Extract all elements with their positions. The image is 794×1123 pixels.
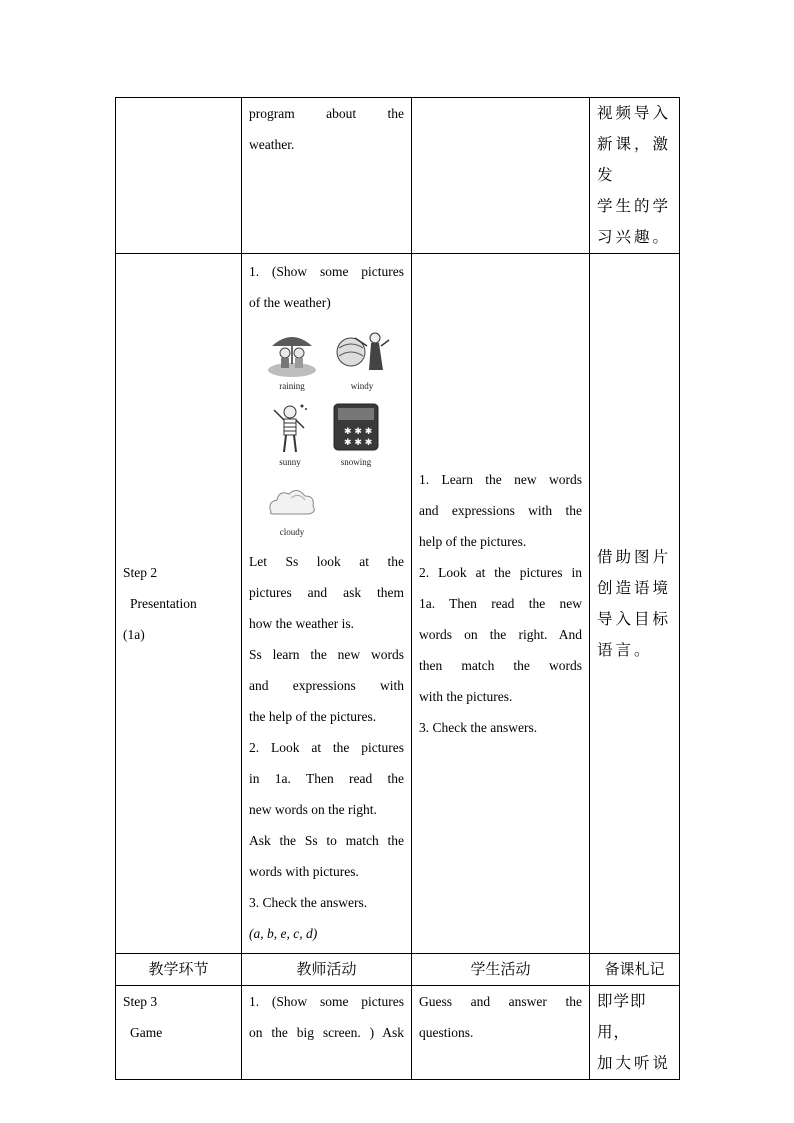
text-line: weather.	[249, 137, 295, 152]
picture-snowing	[321, 402, 391, 468]
table-header-row	[116, 954, 680, 986]
picture-caption: snowing	[340, 457, 372, 467]
text-line: the help of the pictures.	[249, 709, 377, 724]
text-line: 1. Learn the new words	[419, 472, 582, 487]
cloudy-icon	[261, 478, 323, 526]
text-line: 1a. Then read the new	[419, 596, 582, 611]
text-line: Guess and answer the	[419, 994, 582, 1009]
text-line: and expressions with the	[419, 503, 582, 518]
step-title: Step 2	[123, 565, 158, 580]
note-line: 借助图片	[597, 547, 672, 566]
weather-pictures	[249, 322, 404, 544]
notes-cell	[590, 986, 680, 1080]
snowing-icon	[326, 402, 386, 456]
note-line: 语言。	[597, 640, 653, 659]
text-line: how the weather is.	[249, 616, 354, 631]
header-step: 教学环节	[116, 954, 242, 986]
step-section: (1a)	[123, 627, 145, 642]
text-line: and expressions with	[249, 678, 404, 693]
note-line: 创造语境	[597, 578, 672, 597]
text-line: in 1a. Then read the	[249, 771, 404, 786]
picture-caption: raining	[279, 381, 305, 391]
table-row-previous-step	[116, 98, 680, 254]
note-line: 即学即用，	[597, 992, 647, 1041]
text-line: questions.	[419, 1025, 474, 1040]
step-subtitle: Presentation	[130, 596, 197, 611]
step-cell	[116, 98, 242, 254]
teacher-activity-cell	[242, 98, 412, 254]
picture-windy	[327, 326, 397, 392]
text-line: then match the words	[419, 658, 582, 673]
text-line: Ss learn the new words	[249, 647, 404, 662]
step-subtitle: Game	[130, 1025, 163, 1040]
picture-caption: windy	[350, 381, 374, 391]
raining-icon	[262, 328, 322, 380]
header-notes: 备课札记	[590, 954, 680, 986]
note-line: 新课，激发	[597, 135, 672, 184]
table-row-step-2	[116, 254, 680, 954]
note-line: 习兴趣。	[597, 228, 672, 246]
text-line: program about the	[249, 106, 404, 121]
sunny-icon	[260, 402, 320, 456]
text-line: of the weather)	[249, 295, 331, 310]
text-line: words with pictures.	[249, 864, 359, 879]
picture-raining	[257, 328, 327, 392]
text-line: with the pictures.	[419, 689, 513, 704]
header-teacher-activity: 教师活动	[242, 954, 412, 986]
notes-cell	[590, 254, 680, 954]
student-activity-cell	[412, 98, 590, 254]
note-line: 视频导入	[597, 104, 672, 122]
text-line: 1. (Show some pictures	[249, 264, 404, 279]
text-line: Ask the Ss to match the	[249, 833, 404, 848]
note-line: 学生的学	[597, 197, 672, 215]
notes-cell	[590, 98, 680, 254]
answer-line: (a, b, e, c, d)	[249, 926, 318, 941]
text-line: help of the pictures.	[419, 534, 527, 549]
step-title: Step 3	[123, 994, 158, 1009]
text-line: 2. Look at the pictures in	[419, 565, 582, 580]
header-student-activity: 学生活动	[412, 954, 590, 986]
text-line: 1. (Show some pictures	[249, 994, 404, 1009]
picture-caption: sunny	[279, 457, 301, 467]
teacher-activity-cell	[242, 254, 412, 954]
text-line: Let Ss look at the	[249, 554, 404, 569]
note-line: 导入目标	[597, 609, 672, 628]
text-line: pictures and ask them	[249, 585, 404, 600]
text-line: 3. Check the answers.	[249, 895, 368, 910]
picture-caption: cloudy	[279, 527, 305, 537]
note-line: 加大听说	[597, 1054, 672, 1072]
svg-text:✱ ✱ ✱: ✱ ✱ ✱	[344, 438, 373, 448]
text-line: 3. Check the answers.	[419, 720, 538, 735]
student-activity-cell	[412, 986, 590, 1080]
text-line: words on the right. And	[419, 627, 582, 642]
text-line: 2. Look at the pictures	[249, 740, 404, 755]
picture-cloudy	[257, 478, 327, 538]
table-row-step-3	[116, 986, 680, 1080]
windy-icon	[331, 326, 393, 380]
teacher-activity-cell	[242, 986, 412, 1080]
student-activity-cell	[412, 254, 590, 954]
step-cell	[116, 254, 242, 954]
lesson-plan-table	[115, 97, 680, 1080]
step-cell	[116, 986, 242, 1080]
picture-sunny	[255, 402, 325, 468]
svg-text:✱ ✱ ✱: ✱ ✱ ✱	[344, 427, 373, 437]
text-line: new words on the right.	[249, 802, 377, 817]
text-line: on the big screen. ) Ask	[249, 1025, 404, 1040]
